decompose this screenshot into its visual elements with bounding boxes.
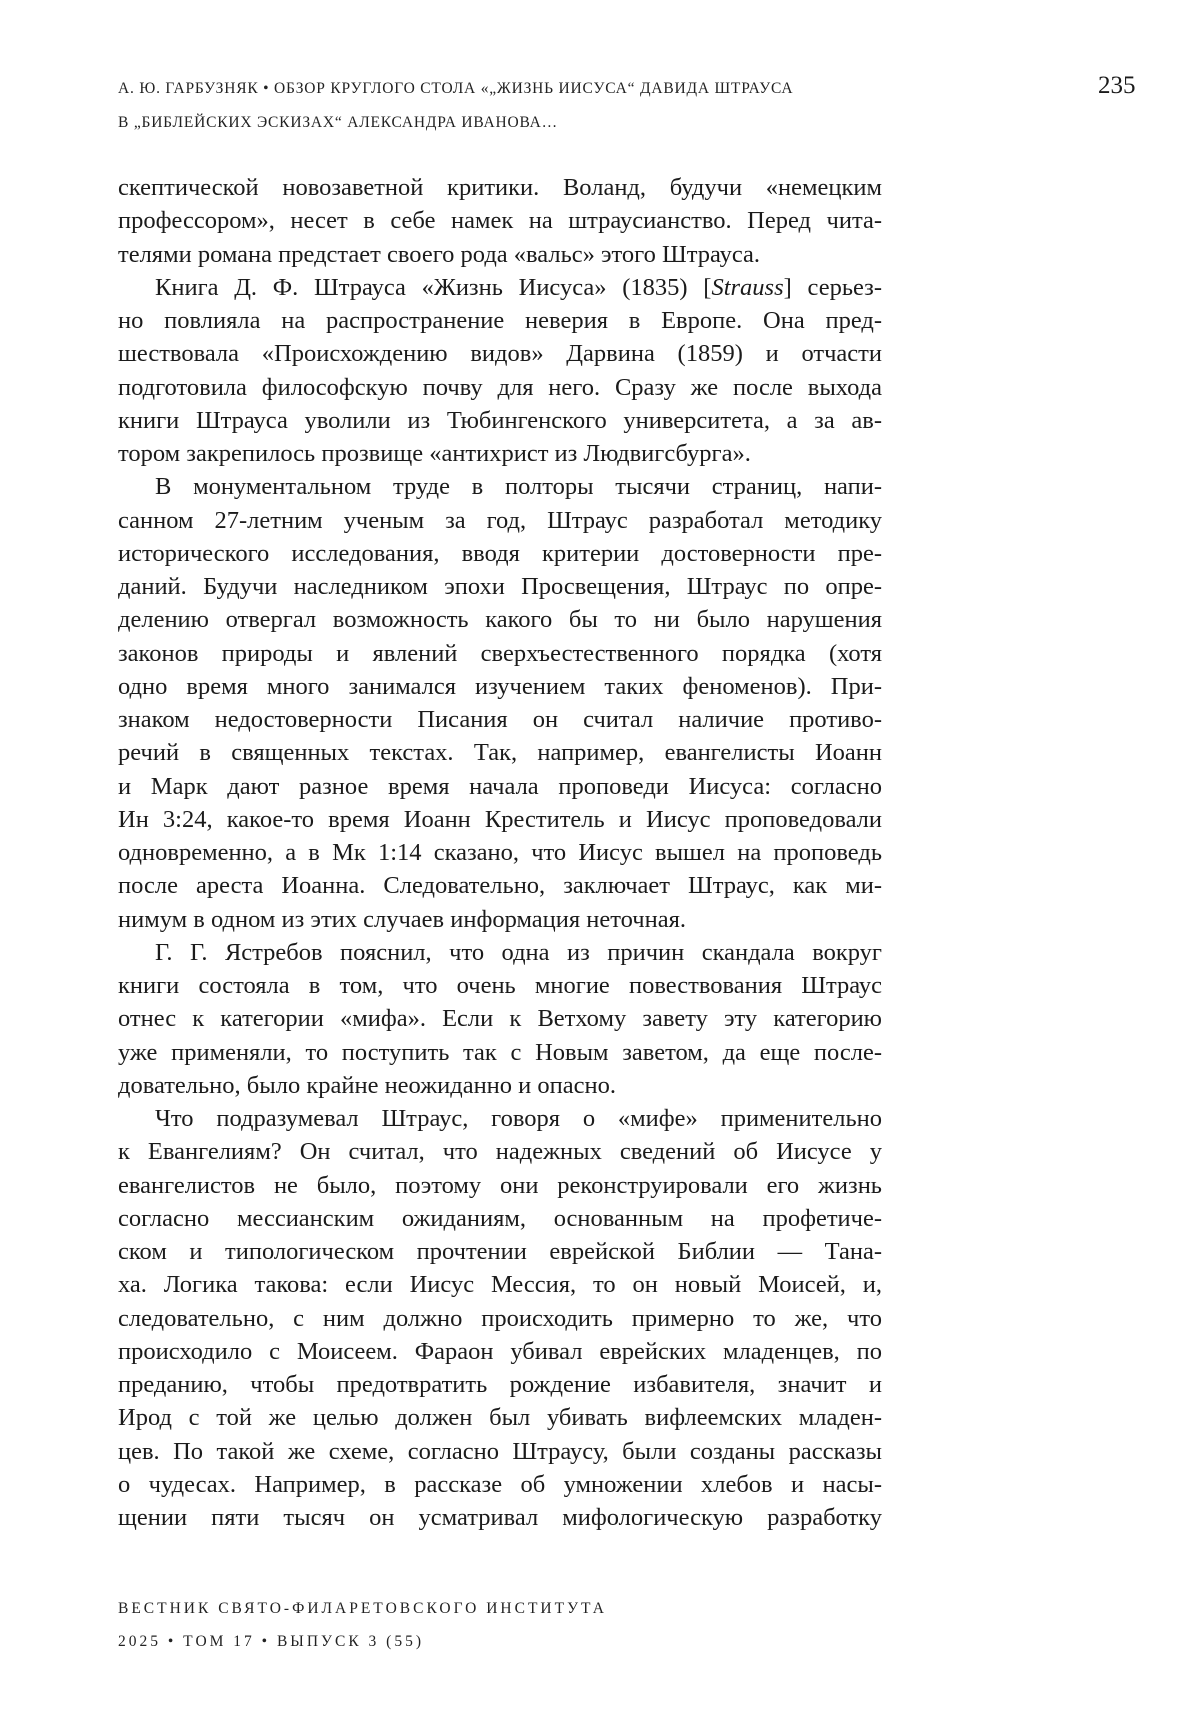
text-segment: отнес к категории «мифа». Если к Ветхому завету эту категорию <box>118 1005 882 1033</box>
text-segment: Ирод с той же целью должен был убивать вифлеемских младен- <box>118 1404 882 1432</box>
text-segment: телями романа предстает своего рода «вальс» этого Штрауса. <box>118 240 761 268</box>
text-segment: и Марк дают разное время начала проповеди Иисуса: согласно <box>118 772 882 800</box>
text-line <box>118 1501 882 1534</box>
text-segment: довательно, было крайне неожиданно и опасно. <box>118 1071 617 1099</box>
text-segment: происходило с Моисеем. Фараон убивал еврейских младенцев, по <box>118 1337 882 1365</box>
text-segment: даний. Будучи наследником эпохи Просвещения, Штраус по опре- <box>118 573 882 600</box>
text-line <box>118 869 882 902</box>
text-segment: Г. Г. Ястребов пояснил, что одна из причин скандала вокруг <box>155 938 882 966</box>
text-segment: скептической новозаветной критики. Воланд, будучи «немецким <box>118 174 882 201</box>
text-segment: Книга Д. Ф. Штрауса «Жизнь Иисуса» (1835) [ <box>155 273 712 301</box>
text-segment: В монументальном труде в полторы тысячи страниц, напи- <box>155 473 882 501</box>
text-line <box>118 1368 882 1401</box>
text-segment: уже применяли, то поступить так с Новым заветом, да еще после- <box>118 1038 882 1066</box>
text-line <box>118 736 882 769</box>
text-segment: щении пяти тысяч он усматривал мифологическую разработку <box>118 1504 882 1531</box>
text-segment: подготовила философскую почву для него. Сразу же после выхода <box>118 373 882 401</box>
text-line <box>118 1302 882 1335</box>
text-line <box>118 504 882 537</box>
text-segment: шествовала «Происхождению видов» Дарвина (1859) и отчасти <box>118 340 882 368</box>
text-line <box>118 637 882 670</box>
text-line <box>118 703 882 736</box>
text-line <box>118 1102 882 1135</box>
text-segment: после ареста Иоанна. Следовательно, заключает Штраус, как ми- <box>118 872 882 900</box>
text-line <box>118 670 882 703</box>
text-line <box>118 470 882 503</box>
text-line <box>118 1069 882 1102</box>
text-segment: книги состояла в том, что очень многие повествования Штраус <box>118 972 882 999</box>
text-line <box>118 1335 882 1368</box>
text-segment: согласно мессианским ожиданиям, основанным на профетиче- <box>118 1204 882 1232</box>
text-line <box>118 1202 882 1235</box>
text-line <box>118 537 882 570</box>
text-segment: одно время много занимался изучением таких феноменов). При- <box>118 672 882 700</box>
text-segment: речий в священных текстах. Так, например, евангелисты Иоанн <box>118 739 882 767</box>
text-segment: одновременно, а в Мк 1:14 сказано, что Иисус вышел на проповедь <box>118 839 882 866</box>
running-footer <box>118 1592 607 1658</box>
text-line <box>118 603 882 636</box>
text-segment: санном 27-летним ученым за год, Штраус разработал методику <box>118 506 882 534</box>
text-segment: тором закрепилось прозвище «антихрист из Людвигсбурга». <box>118 440 751 467</box>
text-segment: ] серьез- <box>783 273 883 301</box>
text-segment: делению отвергал возможность какого бы то ни было нарушения <box>118 606 882 634</box>
text-segment: евангелистов не было, поэтому они реконструировали его жизнь <box>118 1171 882 1199</box>
text-segment: о чудесах. Например, в рассказе об умножении хлебов и насы- <box>118 1470 882 1498</box>
footer-line-1: ВЕСТНИК СВЯТО-ФИЛАРЕТОВСКОГО ИНСТИТУТА <box>118 1600 607 1617</box>
text-line <box>118 371 882 404</box>
text-line <box>118 770 882 803</box>
running-header-line-1: А. Ю. ГАРБУЗНЯК • ОБЗОР КРУГЛОГО СТОЛА «„ЖИЗНЬ ИИСУСА“ ДАВИДА ШТРАУСА <box>118 80 794 97</box>
text-line <box>118 271 882 304</box>
text-segment: преданию, чтобы предотвратить рождение избавителя, значит и <box>118 1371 882 1398</box>
text-line <box>118 803 882 836</box>
text-line <box>118 1036 882 1069</box>
text-line <box>118 1002 882 1035</box>
text-segment: ском и типологическом прочтении еврейской Библии — Тана- <box>118 1238 882 1265</box>
text-segment: ха. Логика такова: если Иисус Мессия, то он новый Моисей, и, <box>118 1271 882 1299</box>
text-line <box>118 1169 882 1202</box>
running-header-line-2: В „БИБЛЕЙСКИХ ЭСКИЗАХ“ АЛЕКСАНДРА ИВАНОВА… <box>118 114 558 131</box>
text-segment: профессором», несет в себе намек на штраусианство. Перед чита- <box>118 207 882 235</box>
text-line <box>118 238 882 271</box>
text-segment: цев. По такой же схеме, согласно Штраусу, были созданы рассказы <box>118 1437 882 1465</box>
body-text <box>118 171 882 1534</box>
text-segment: исторического исследования, вводя критерии достоверности пре- <box>118 539 882 567</box>
text-line <box>118 437 882 470</box>
text-segment: нимум в одном из этих случаев информация неточная. <box>118 905 686 933</box>
text-segment: Ин 3:24, какое-то время Иоанн Креститель и Иисус проповедовали <box>118 805 882 833</box>
text-line <box>118 1235 882 1268</box>
text-segment: но повлияла на распространение неверия в Европе. Она пред- <box>118 307 882 334</box>
text-line <box>118 337 882 370</box>
text-line <box>118 204 882 237</box>
text-segment: Что подразумевал Штраус, говоря о «мифе» применительно <box>155 1105 882 1132</box>
italic-text-segment: Strauss <box>711 273 784 301</box>
text-line <box>118 1135 882 1168</box>
page-number: 235 <box>1098 72 1136 99</box>
text-line <box>118 570 882 603</box>
text-line <box>118 1401 882 1434</box>
text-line <box>118 903 882 936</box>
text-line <box>118 304 882 337</box>
text-line <box>118 1468 882 1501</box>
text-segment: следовательно, с ним должно происходить примерно то же, что <box>118 1304 882 1332</box>
text-line <box>118 836 882 869</box>
footer-line-2: 2025 • ТОМ 17 • ВЫПУСК 3 (55) <box>118 1633 424 1650</box>
text-line <box>118 1268 882 1301</box>
text-line <box>118 936 882 969</box>
running-header <box>118 72 918 140</box>
text-line <box>118 404 882 437</box>
text-line <box>118 1435 882 1468</box>
text-line <box>118 969 882 1002</box>
text-segment: знаком недостоверности Писания он считал наличие противо- <box>118 706 882 733</box>
text-line <box>118 171 882 204</box>
text-segment: к Евангелиям? Он считал, что надежных сведений об Иисусе у <box>118 1138 882 1166</box>
text-segment: книги Штрауса уволили из Тюбингенского университета, а за ав- <box>118 406 882 434</box>
text-segment: законов природы и явлений сверхъестественного порядка (хотя <box>118 639 882 667</box>
